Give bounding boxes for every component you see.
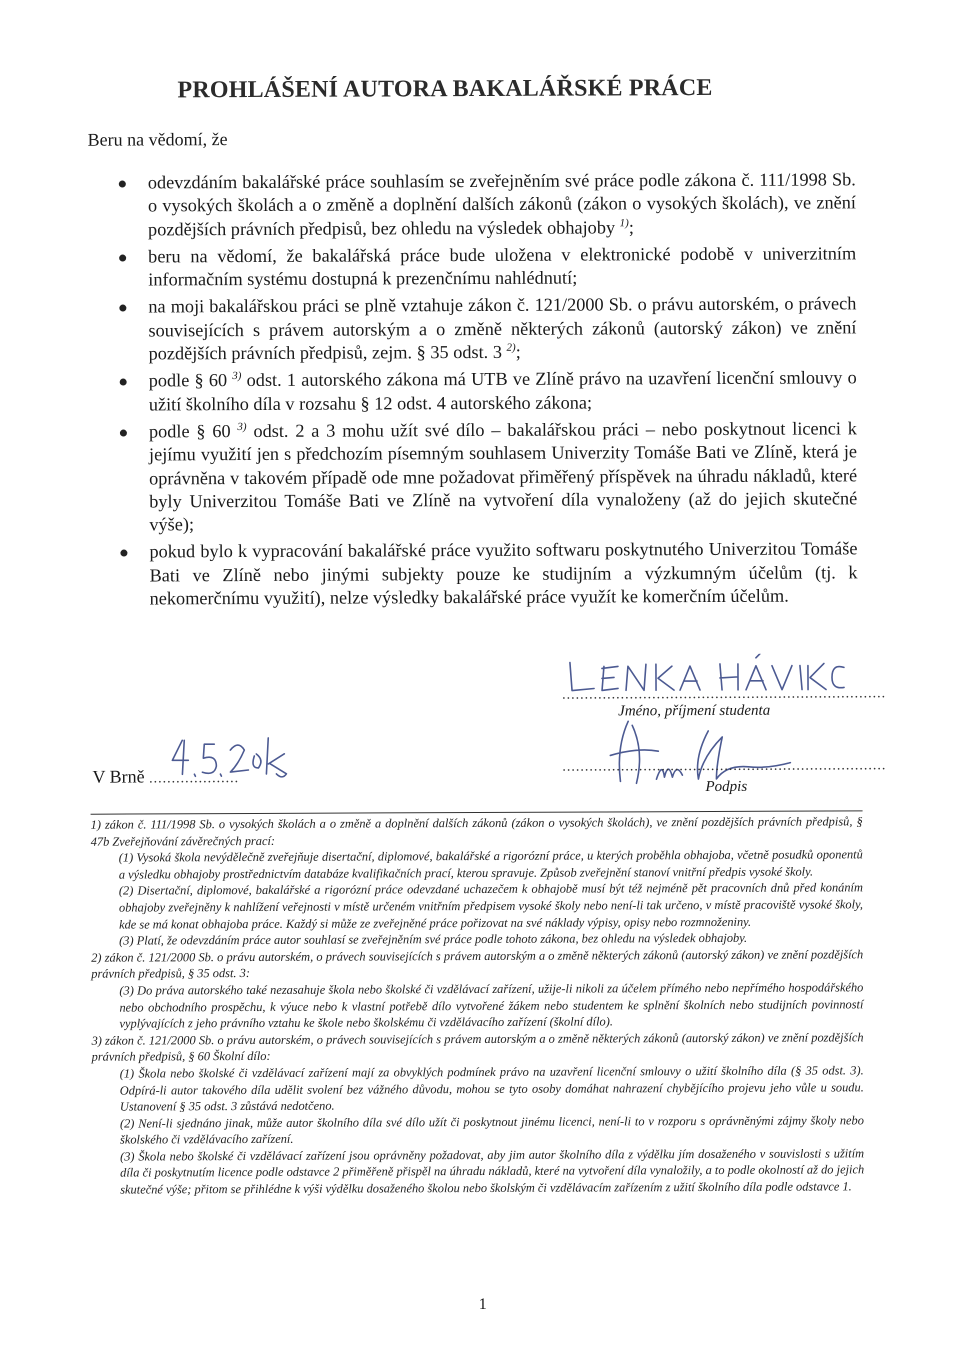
footnote-paragraph: (1) Vysoká škola nevýdělečně zveřejňuje disertační, diplomové, bakalářské a rigorózní práce, u kterých proběhla obhajoba, včetně posudků oponentů a výsledku obhajoby prostřednictvím databáze kvalifikačních prací, kterou spravuje. Způsob zveřejnění stanoví vnitřní předpis vysoké školy.	[118, 847, 863, 882]
handwritten-date	[168, 734, 288, 787]
statement-item: na moji bakalářskou práci se plně vztahuje zákon č. 121/2000 Sb. o právu autorském, o právech souvisejících s právem autorským a o změně některých zákonů (autorský zákon) ve znění pozdějších právních předpisů, zejm. § 35 odst. 3 $^{2)}$;	[148, 293, 856, 366]
statement-item: podle § 60 $^{3)}$ odst. 2 a 3 mohu užít své dílo – bakalářskou práci – nebo poskytnout licenci k jejímu využití jen s předchozím písemným souhlasem Univerzity Tomáše Bati ve Zlíně, která je oprávněna v takovém případě ode mne požadovat přiměřený příspěvek na úhradu nákladů, které byly Univerzitou Tomáše Bati ve Zlíně na vytvoření díla vynaloženy (až do jejich skutečné výše);	[149, 417, 858, 537]
footnote: 1) zákon č. 111/1998 Sb. o vysokých školách a o změně a doplnění dalších zákonů (zákon o vysokých školách), ve znění pozdějších právních předpisů, § 47b Zveřejňování závěrečných prací:	[90, 814, 863, 849]
signature-caption: Podpis	[705, 778, 748, 796]
place-label: V Brně ....................	[92, 766, 240, 787]
footnote-paragraph: (3) Škola nebo školské či vzdělávací zařízení jsou oprávněny požadovat, aby jim autor školního díla z výdělku jím dosaženého v souvislosti s užitím díla či poskytnutím licence podle odstavce 2 přiměřeně přispěl na úhradu nákladů, které na vytvoření díla vynaložily, a to podle okolností až do jejich skutečné výše; přitom se přihlédne k výši výdělku dosaženého školou nebo školským či vzdělávacím zařízením z užití školního díla podle odstavce 1.	[120, 1146, 865, 1197]
footnote-paragraph: (3) Platí, že odevzdáním práce autor souhlasí se zveřejněním své práce podle tohoto zákona, bez ohledu na výsledek obhajoby.	[119, 930, 748, 948]
footnote-paragraph: (2) Není-li sjednáno jinak, může autor školního díla své dílo užít či poskytnout jinému licenci, není-li to v rozporu s oprávněnými zájmy školy nebo školského či vzdělávacího zařízení.	[119, 1113, 864, 1147]
name-dotted-line: ........................................................................	[562, 686, 887, 703]
document-title: PROHLÁŠENÍ AUTORA BAKALÁŘSKÉ PRÁCE	[177, 74, 713, 104]
intro-text: Beru na vědomí, že	[87, 129, 228, 150]
footnote-paragraph: (2) Disertační, diplomové, bakalářské a rigorózní práce odevzdané uchazečem k obhajobě musí být též nejméně pět pracovních dnů před konáním obhajoby zveřejněny k nahlížení veřejnosti v místě určeném vnitřním předpisem vysoké školy nebo není-li tak určeno, v místě pracoviště vysoké školy, kde se má konat obhajoba práce. Každý si může ze zveřejněné práce pořizovat na své náklady výpisy, opisy nebo rozmnoženiny.	[118, 880, 864, 932]
footnote-paragraph: (3) Do práva autorského také nezasahuje škola nebo školské či vzdělávací zařízení, užije-li nikoli za účelem přímého nebo nepřímého hospodářského nebo obchodního prospěchu, k výuce nebo k vlastní potřebě dílo vytvořené žákem nebo studentem ke splnění školních nebo studijních povinností vyplývajících z jeho právního vztahu ke škole nebo školskému či vzdělávacího zařízení (školní dílo).	[119, 980, 864, 1031]
footnotes	[91, 810, 865, 1198]
footnote: 2) zákon č. 121/2000 Sb. o právu autorském, o právech souvisejících s právem autorským a o změně některých zákonů (autorský zákon) ve znění pozdějších právních předpisů, § 35 odst. 3:	[91, 947, 864, 982]
name-caption: Jméno, příjmení studenta	[618, 702, 771, 720]
signature-dotted-line: ........................................................................	[562, 758, 887, 775]
statement-item: podle § 60 $^{3)}$ odst. 1 autorského zákona má UTB ve Zlíně právo na uzavření licenční smlouvy o užití školního díla v rozsahu § 12 odst. 4 autorského zákona;	[149, 367, 857, 417]
footnote: 3) zákon č. 121/2000 Sb. o právu autorském, o právech souvisejících s právem autorským a o změně některých zákonů (autorský zákon) ve znění pozdějších právních předpisů, § 60 Školní dílo:	[91, 1030, 864, 1065]
statement-item: beru na vědomí, že bakalářská práce bude uložena v elektronické podobě v univerzitním informačním systému dostupná k prezenčnímu nahlédnutí;	[148, 242, 856, 292]
statement-list	[148, 168, 858, 614]
statement-item: odevzdáním bakalářské práce souhlasím se zveřejněním své práce podle zákona č. 111/1998 Sb. o vysokých školách a o změně a doplnění dalších zákonů (zákon o vysokých školách), ve znění pozdějších právních předpisů, bez ohledu na výsledek obhajoby $^{1)}$;	[148, 168, 856, 241]
footnote-paragraph: (1) Škola nebo školské či vzdělávací zařízení mají za obvyklých podmínek právo na uzavření licenční smlouvy o užití školního díla (§ 35 odst. 3). Odpírá-li autor takového díla udělit svolení bez vážného důvodu, mohou se tyto osoby domáhat nahrazení chybějícího projevu jeho vůle u soudu. Ustanovení § 35 odst. 3 zůstává nedotčeno.	[119, 1063, 864, 1114]
page-number: 1	[478, 1295, 487, 1314]
handwritten-signature	[598, 717, 798, 790]
statement-item: pokud bylo k vypracování bakalářské práce využito softwaru poskytnutého Univerzitou Tomáše Bati ve Zlíně nebo jinými subjekty pouze ke studijním a výzkumným účelům (tj. k nekomerčnímu využití), nelze výsledky bakalářské práce využít ke komerčním účelům.	[149, 538, 857, 611]
